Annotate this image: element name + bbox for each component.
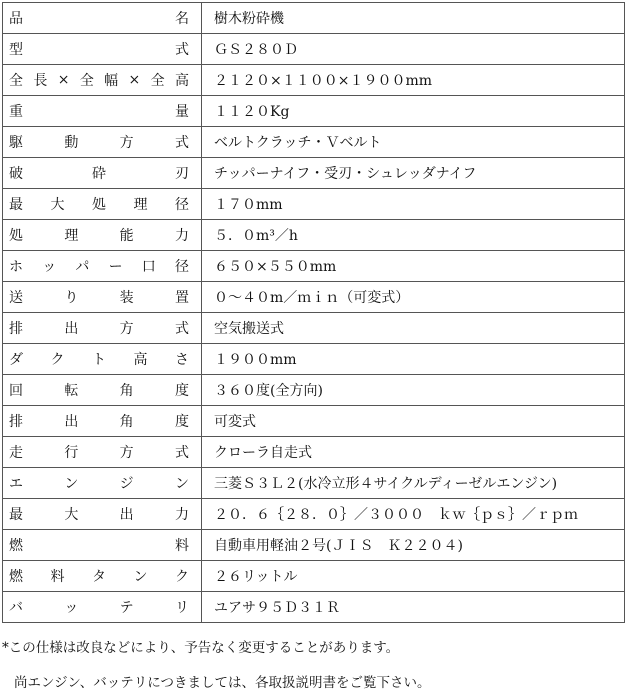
spec-row [3, 96, 625, 127]
spec-row [3, 313, 625, 344]
spec-value: ６５０×５５０mm [202, 251, 625, 282]
spec-label-text: ダ ク ト 高 さ [9, 352, 189, 368]
spec-value: １１２０Kg [202, 96, 625, 127]
spec-row [3, 282, 625, 313]
spec-label [3, 375, 202, 406]
spec-value: １９００mm [202, 344, 625, 375]
spec-label-text: エ ン ジ ン [9, 476, 189, 492]
spec-label [3, 437, 202, 468]
spec-row [3, 468, 625, 499]
spec-label-text: 走 行 方 式 [9, 445, 189, 461]
spec-row [3, 344, 625, 375]
spec-value: ユアサ９５Ｄ３１Ｒ [202, 592, 625, 623]
spec-row [3, 251, 625, 282]
spec-value: ５．０m³／h [202, 220, 625, 251]
spec-label [3, 34, 202, 65]
spec-label-text: 燃 料 [9, 538, 189, 554]
spec-label-text: 燃 料 タ ン ク [9, 569, 189, 585]
spec-label [3, 127, 202, 158]
spec-value: １７０mm [202, 189, 625, 220]
spec-label [3, 282, 202, 313]
spec-label [3, 406, 202, 437]
spec-row [3, 220, 625, 251]
spec-value: 空気搬送式 [202, 313, 625, 344]
spec-row [3, 34, 625, 65]
spec-value: ３６０度(全方向) [202, 375, 625, 406]
spec-label [3, 96, 202, 127]
spec-value: 自動車用軽油２号(ＪＩＳ Ｋ２２０４) [202, 530, 625, 561]
spec-label [3, 592, 202, 623]
manual-reference-note: 尚エンジン、バッテリにつきましては、各取扱説明書をご覧下さい。 [14, 675, 431, 691]
spec-value: ２０．６｛２８．０｝／３０００ ｋｗ｛ｐｓ｝／ｒｐｍ [202, 499, 625, 530]
spec-label-text: 処 理 能 力 [9, 228, 189, 244]
spec-row [3, 3, 625, 34]
spec-label-text: 最 大 出 力 [9, 507, 189, 523]
spec-label-text: 排 出 方 式 [9, 321, 189, 337]
spec-row [3, 158, 625, 189]
spec-table-body [3, 3, 625, 623]
spec-label [3, 344, 202, 375]
spec-label [3, 313, 202, 344]
spec-label-text: 全 長 × 全 幅 × 全 高 [9, 72, 189, 89]
spec-row [3, 375, 625, 406]
spec-value: ＧＳ２８０Ｄ [202, 34, 625, 65]
spec-label [3, 65, 202, 96]
spec-row [3, 65, 625, 96]
spec-row [3, 189, 625, 220]
spec-label-text: 駆 動 方 式 [9, 135, 189, 151]
spec-label-text: ホ ッ パ ー 口 径 [9, 259, 189, 275]
spec-label-text: 最 大 処 理 径 [9, 197, 189, 213]
spec-label-text: 品 名 [9, 11, 189, 27]
spec-label [3, 468, 202, 499]
change-notice: *この仕様は改良などにより、予告なく変更することがあります。 [2, 640, 400, 656]
spec-value: ベルトクラッチ・Ｖベルト [202, 127, 625, 158]
spec-label-text: 排 出 角 度 [9, 414, 189, 430]
spec-value: ２６リットル [202, 561, 625, 592]
spec-label-text: 回 転 角 度 [9, 383, 189, 399]
spec-row [3, 530, 625, 561]
spec-label [3, 220, 202, 251]
spec-label-text: 重 量 [9, 104, 189, 120]
spec-label-text: 破 砕 刃 [9, 166, 189, 182]
spec-row [3, 437, 625, 468]
spec-value: 可変式 [202, 406, 625, 437]
spec-table [2, 2, 625, 623]
spec-label-text: バ ッ テ リ [9, 600, 189, 616]
spec-value: チッパーナイフ・受刃・シュレッダナイフ [202, 158, 625, 189]
spec-value: ０〜４０m／ｍｉｎ（可変式） [202, 282, 625, 313]
spec-label [3, 499, 202, 530]
spec-label-text: 型 式 [9, 42, 189, 58]
spec-row [3, 592, 625, 623]
spec-label-text: 送 り 装 置 [9, 290, 189, 306]
spec-value: クローラ自走式 [202, 437, 625, 468]
spec-label [3, 3, 202, 34]
spec-value: 三菱Ｓ３Ｌ２(水冷立形４サイクルディーゼルエンジン) [202, 468, 625, 499]
spec-row [3, 127, 625, 158]
spec-row [3, 406, 625, 437]
spec-label [3, 561, 202, 592]
spec-label [3, 189, 202, 220]
spec-label [3, 530, 202, 561]
spec-label [3, 251, 202, 282]
spec-value: 樹木粉砕機 [202, 3, 625, 34]
spec-value: ２１２０×１１００×１９００mm [202, 65, 625, 96]
spec-row [3, 499, 625, 530]
spec-label [3, 158, 202, 189]
spec-row [3, 561, 625, 592]
